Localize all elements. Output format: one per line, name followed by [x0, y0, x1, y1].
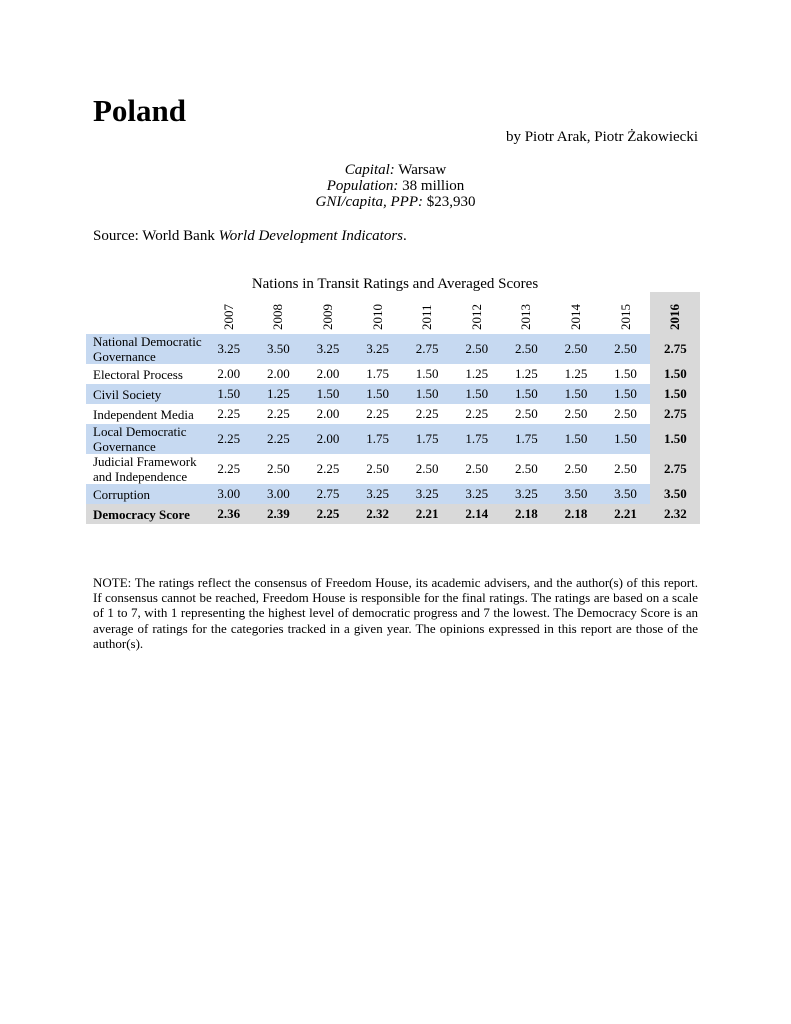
rating-cell: 1.50	[650, 424, 700, 454]
table-row	[86, 334, 700, 364]
capital-value: Warsaw	[398, 162, 447, 178]
source-line	[93, 227, 407, 245]
year-label: 2013	[518, 304, 534, 330]
rating-cell: 2.50	[452, 334, 502, 364]
rating-cell: 3.25	[303, 334, 353, 364]
table-row	[86, 384, 700, 404]
year-label: 2008	[270, 304, 286, 330]
rating-cell: 1.25	[452, 364, 502, 384]
rating-cell: 3.50	[551, 484, 601, 504]
rating-cell: 2.50	[551, 334, 601, 364]
population-line	[0, 178, 791, 194]
year-label: 2015	[617, 304, 633, 330]
democracy-score-label: Democracy Score	[86, 504, 204, 524]
rating-cell: 1.50	[452, 384, 502, 404]
rating-cell: 1.50	[601, 424, 651, 454]
democracy-score-cell: 2.18	[551, 504, 601, 524]
category-label: Independent Media	[86, 404, 204, 424]
rating-cell: 2.25	[204, 404, 254, 424]
rating-cell: 2.50	[452, 454, 502, 484]
year-header-2015	[601, 292, 651, 334]
rating-cell: 1.50	[551, 424, 601, 454]
table-caption: Nations in Transit Ratings and Averaged Scores	[251, 276, 539, 292]
rating-cell: 1.50	[402, 384, 452, 404]
rating-cell: 2.75	[650, 334, 700, 364]
rating-cell: 1.50	[551, 384, 601, 404]
rating-cell: 1.25	[502, 364, 552, 384]
year-label: 2007	[220, 304, 236, 330]
gni-line	[0, 194, 791, 210]
category-label: Corruption	[86, 484, 204, 504]
rating-cell: 2.75	[650, 404, 700, 424]
capital-label: Capital:	[344, 162, 395, 178]
rating-cell: 2.50	[601, 404, 651, 424]
year-header-2011	[402, 292, 452, 334]
year-label: 2010	[369, 304, 385, 330]
democracy-score-cell: 2.25	[303, 504, 353, 524]
year-header-2010	[353, 292, 403, 334]
democracy-score-cell: 2.32	[353, 504, 403, 524]
rating-cell: 1.75	[353, 364, 403, 384]
rating-cell: 2.00	[254, 364, 304, 384]
category-label: Civil Society	[86, 384, 204, 404]
table-row	[86, 484, 700, 504]
rating-cell: 3.50	[601, 484, 651, 504]
rating-cell: 2.50	[502, 454, 552, 484]
rating-cell: 2.25	[303, 454, 353, 484]
democracy-score-row	[86, 504, 700, 524]
category-label: Local Democratic Governance	[86, 424, 204, 454]
year-header-2012	[452, 292, 502, 334]
year-label: 2012	[468, 304, 484, 330]
rating-cell: 3.00	[204, 484, 254, 504]
rating-cell: 3.25	[502, 484, 552, 504]
rating-cell: 3.00	[254, 484, 304, 504]
population-value: 38 million	[402, 178, 465, 194]
year-header-2008	[254, 292, 304, 334]
rating-cell: 1.50	[601, 364, 651, 384]
country-facts	[0, 162, 791, 210]
ratings-table	[86, 292, 700, 524]
year-label: 2011	[419, 304, 435, 330]
democracy-score-cell: 2.21	[601, 504, 651, 524]
democracy-score-cell: 2.39	[254, 504, 304, 524]
capital-line	[0, 162, 791, 178]
rating-cell: 2.25	[204, 424, 254, 454]
rating-cell: 2.00	[303, 364, 353, 384]
democracy-score-cell: 2.36	[204, 504, 254, 524]
rating-cell: 2.25	[254, 404, 304, 424]
rating-cell: 1.75	[402, 424, 452, 454]
rating-cell: 1.50	[303, 384, 353, 404]
rating-cell: 1.75	[502, 424, 552, 454]
rating-cell: 2.00	[303, 404, 353, 424]
page-title: Poland	[93, 93, 187, 128]
year-header-2007	[204, 292, 254, 334]
democracy-score-cell: 2.18	[502, 504, 552, 524]
rating-cell: 2.50	[502, 334, 552, 364]
democracy-score-cell: 2.32	[650, 504, 700, 524]
rating-cell: 3.50	[254, 334, 304, 364]
table-row	[86, 454, 700, 484]
rating-cell: 3.25	[353, 484, 403, 504]
rating-cell: 2.00	[303, 424, 353, 454]
rating-cell: 2.25	[254, 424, 304, 454]
table-row	[86, 364, 700, 384]
source-suffix: .	[403, 228, 407, 244]
gni-label: GNI/capita, PPP:	[315, 194, 423, 210]
rating-cell: 2.50	[601, 454, 651, 484]
source-prefix: Source: World Bank	[93, 228, 215, 244]
table-header-row	[86, 292, 700, 334]
rating-cell: 1.50	[650, 384, 700, 404]
rating-cell: 2.75	[402, 334, 452, 364]
table-row	[86, 404, 700, 424]
rating-cell: 2.50	[502, 404, 552, 424]
category-label: Judicial Framework and Independence	[86, 454, 204, 484]
category-label: Electoral Process	[86, 364, 204, 384]
population-label: Population:	[326, 178, 399, 194]
democracy-score-cell: 2.14	[452, 504, 502, 524]
rating-cell: 2.50	[254, 454, 304, 484]
table-corner	[86, 292, 204, 334]
year-header-2009	[303, 292, 353, 334]
rating-cell: 1.75	[452, 424, 502, 454]
rating-cell: 2.00	[204, 364, 254, 384]
year-header-2013	[502, 292, 552, 334]
rating-cell: 2.25	[353, 404, 403, 424]
rating-cell: 2.75	[303, 484, 353, 504]
year-label: 2014	[567, 304, 583, 330]
rating-cell: 2.75	[650, 454, 700, 484]
rating-cell: 2.50	[551, 454, 601, 484]
rating-cell: 2.25	[204, 454, 254, 484]
rating-cell: 2.25	[402, 404, 452, 424]
democracy-score-cell: 2.21	[402, 504, 452, 524]
rating-cell: 2.50	[353, 454, 403, 484]
rating-cell: 2.50	[402, 454, 452, 484]
rating-cell: 3.25	[353, 334, 403, 364]
rating-cell: 3.50	[650, 484, 700, 504]
year-header-2014	[551, 292, 601, 334]
rating-cell: 2.50	[601, 334, 651, 364]
year-label: 2009	[319, 304, 335, 330]
rating-cell: 1.50	[402, 364, 452, 384]
rating-cell: 1.50	[204, 384, 254, 404]
rating-cell: 1.75	[353, 424, 403, 454]
rating-cell: 3.25	[452, 484, 502, 504]
rating-cell: 2.50	[551, 404, 601, 424]
rating-cell: 3.25	[402, 484, 452, 504]
year-label: 2016	[667, 304, 683, 330]
year-header-2016	[650, 292, 700, 334]
table-row	[86, 424, 700, 454]
rating-cell: 1.50	[353, 384, 403, 404]
rating-cell: 1.25	[551, 364, 601, 384]
rating-cell: 2.25	[452, 404, 502, 424]
rating-cell: 1.50	[601, 384, 651, 404]
authors-byline: by Piotr Arak, Piotr Żakowiecki	[505, 129, 698, 145]
source-title: World Development Indicators	[218, 228, 404, 244]
category-label: National Democratic Governance	[86, 334, 204, 364]
rating-cell: 3.25	[204, 334, 254, 364]
rating-cell: 1.50	[650, 364, 700, 384]
rating-cell: 1.50	[502, 384, 552, 404]
rating-cell: 1.25	[254, 384, 304, 404]
gni-value: $23,930	[426, 194, 476, 210]
ratings-note: NOTE: The ratings reflect the consensus of Freedom House, its academic advisers, and the author(s) of this report. If consensus cannot be reached, Freedom House is responsible for the final ratings. The ratings are based on a scale of 1 to 7, with 1 representing the highest level of democratic progress and 7 the lowest. The Democracy Score is an average of ratings for the categories tracked in a given year. The opinions expressed in this report are those of the author(s).	[93, 575, 698, 651]
